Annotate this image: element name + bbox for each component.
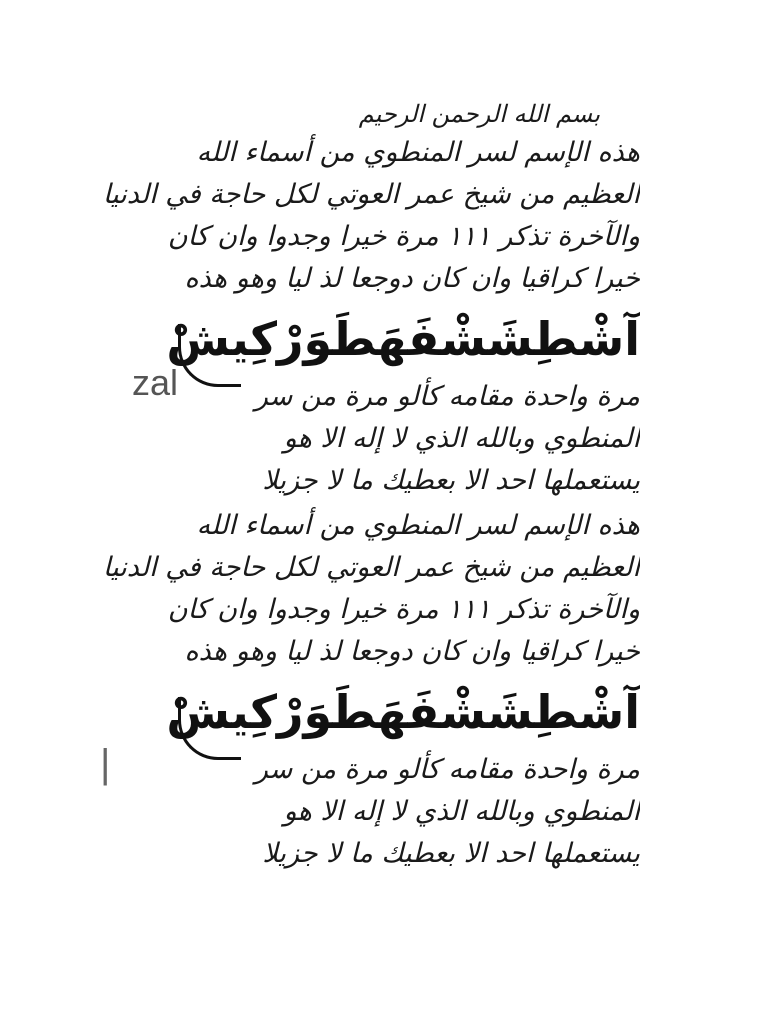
manuscript-section-2 bbox=[100, 505, 640, 875]
text-line: العظيم من شيخ عمر العوتي لكل حاجة في الدنيا bbox=[102, 552, 640, 583]
text-line: والآخرة تذكر ١١١ مرة خيرا وجدوا وان كان bbox=[167, 221, 640, 252]
text-line: العظيم من شيخ عمر العوتي لكل حاجة في الدنيا bbox=[102, 179, 640, 210]
text-line: يستعملها احد الا بعطيك ما لا جزيلا bbox=[262, 838, 640, 869]
text-line: هذه الإسم لسر المنطوي من أسماء الله bbox=[196, 510, 640, 541]
seal-word: آشْطِشَشْفَهَطَوَرْكِيشْ bbox=[166, 312, 640, 366]
text-line: مرة واحدة مقامه كألو مرة من سر bbox=[254, 754, 640, 785]
text-line: خيرا كراقيا وان كان دوجعا لذ ليا وهو هذه bbox=[184, 263, 640, 294]
text-line: والآخرة تذكر ١١١ مرة خيرا وجدوا وان كان bbox=[167, 594, 640, 625]
text-line: المنطوي وبالله الذي لا إله الا هو bbox=[283, 796, 640, 827]
text-line: يستعملها احد الا بعطيك ما لا جزيلا bbox=[262, 465, 640, 496]
text-line: المنطوي وبالله الذي لا إله الا هو bbox=[283, 423, 640, 454]
overlay-fragment: | bbox=[100, 742, 111, 786]
seal-word-wrap bbox=[100, 304, 640, 374]
basmala: بسم الله الرحمن الرحيم bbox=[358, 100, 600, 128]
text-line: مرة واحدة مقامه كألو مرة من سر bbox=[254, 381, 640, 412]
seal-word-wrap bbox=[100, 677, 640, 747]
overlay-text: zal bbox=[132, 362, 179, 403]
text-line: خيرا كراقيا وان كان دوجعا لذ ليا وهو هذه bbox=[184, 636, 640, 667]
seal-word: آشْطِشَشْفَهَطَوَرْكِيشْ bbox=[166, 685, 640, 739]
text-line: هذه الإسم لسر المنطوي من أسماء الله bbox=[196, 137, 640, 168]
manuscript-section-1 bbox=[100, 100, 640, 502]
